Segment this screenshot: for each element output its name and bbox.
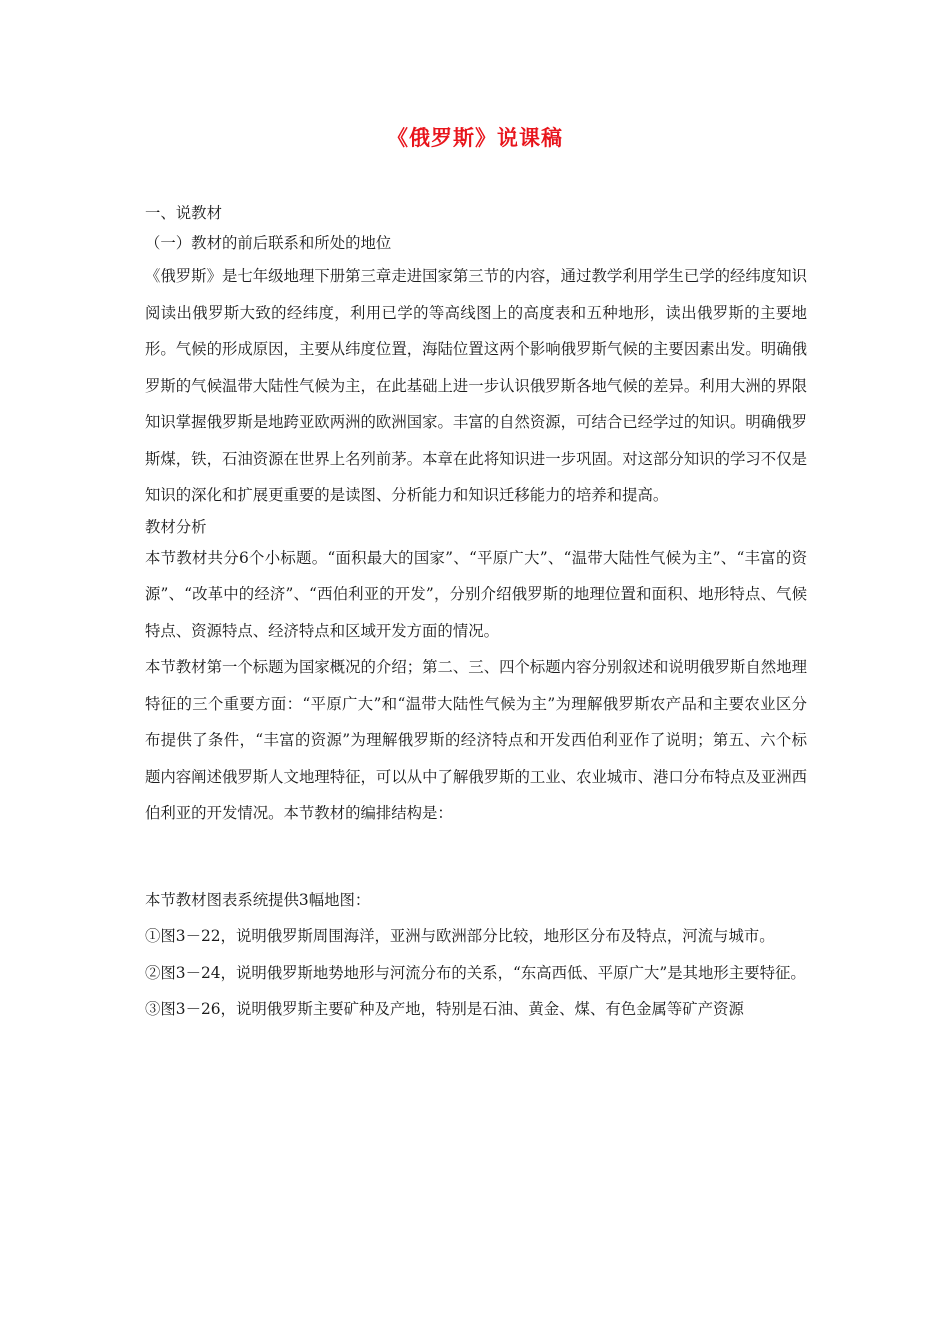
paragraph-position: 《俄罗斯》是七年级地理下册第三章走进国家第三节的内容，通过教学利用学生已学的经纬度知识阅读出俄罗斯大致的经纬度，利用已学的等高线图上的高度表和五种地形，读出俄罗斯的主要地形。气候的形成原因，主要从纬度位置，海陆位置这两个影响俄罗斯气候的主要因素出发。明确俄罗斯的气候温带大陆性气候为主，在此基础上进一步认识俄罗斯各地气候的差异。利用大洲的界限知识掌握俄罗斯是地跨亚欧两洲的欧洲国家。丰富的自然资源，可结合已经学过的知识。明确俄罗斯煤，铁，石油资源在世界上名列前茅。本章在此将知识进一步巩固。对这部分知识的学习不仅是知识的深化和扩展更重要的是读图、分析能力和知识迁移能力的培养和提高。 xyxy=(145,267,807,504)
list-item-map-3: ③图3－26，说明俄罗斯主要矿种及产地，特别是石油、黄金、煤、有色金属等矿产资源 xyxy=(145,1000,744,1018)
heading-section-1: 一、说教材 xyxy=(145,204,222,222)
document-title: 《俄罗斯》说课稿 xyxy=(387,125,563,150)
list-item-map-2: ②图3－24，说明俄罗斯地势地形与河流分布的关系，“东高西低、平原广大”是其地形主要特征。 xyxy=(145,963,806,982)
heading-analysis: 教材分析 xyxy=(145,517,207,536)
list-item-map-1: ①图3－22，说明俄罗斯周围海洋，亚洲与欧洲部分比较，地形区分布及特点，河流与城市。 xyxy=(145,927,775,945)
structure-diagram-placeholder xyxy=(145,832,807,882)
paragraph-structure: 本节教材第一个标题为国家概况的介绍；第二、三、四个标题内容分别叙述和说明俄罗斯自然地理特征的三个重要方面：“平原广大”和“温带大陆性气候为主”为理解俄罗斯农产品和主要农业区分布提供了条件，“丰富的资源”为理解俄罗斯的经济特点和开发西伯利亚作了说明；第五、六个标题内容阐述俄罗斯人文地理特征，可以从中了解俄罗斯的工业、农业城市、港口分布特点及亚洲西伯利亚的开发情况。本节教材的编排结构是： xyxy=(145,658,807,822)
paragraph-maps-intro: 本节教材图表系统提供3幅地图： xyxy=(145,890,371,909)
heading-subsection-1: （一）教材的前后联系和所处的地位 xyxy=(145,234,392,252)
paragraph-subtitles: 本节教材共分6个小标题。“面积最大的国家”、“平原广大”、“温带大陆性气候为主”、“丰富的资源”、“改革中的经济”、“西伯利亚的开发”，分别介绍俄罗斯的地理位置和面积、地形特点、气候特点、资源特点、经济特点和区域开发方面的情况。 xyxy=(145,548,807,640)
document-body xyxy=(145,200,807,1028)
